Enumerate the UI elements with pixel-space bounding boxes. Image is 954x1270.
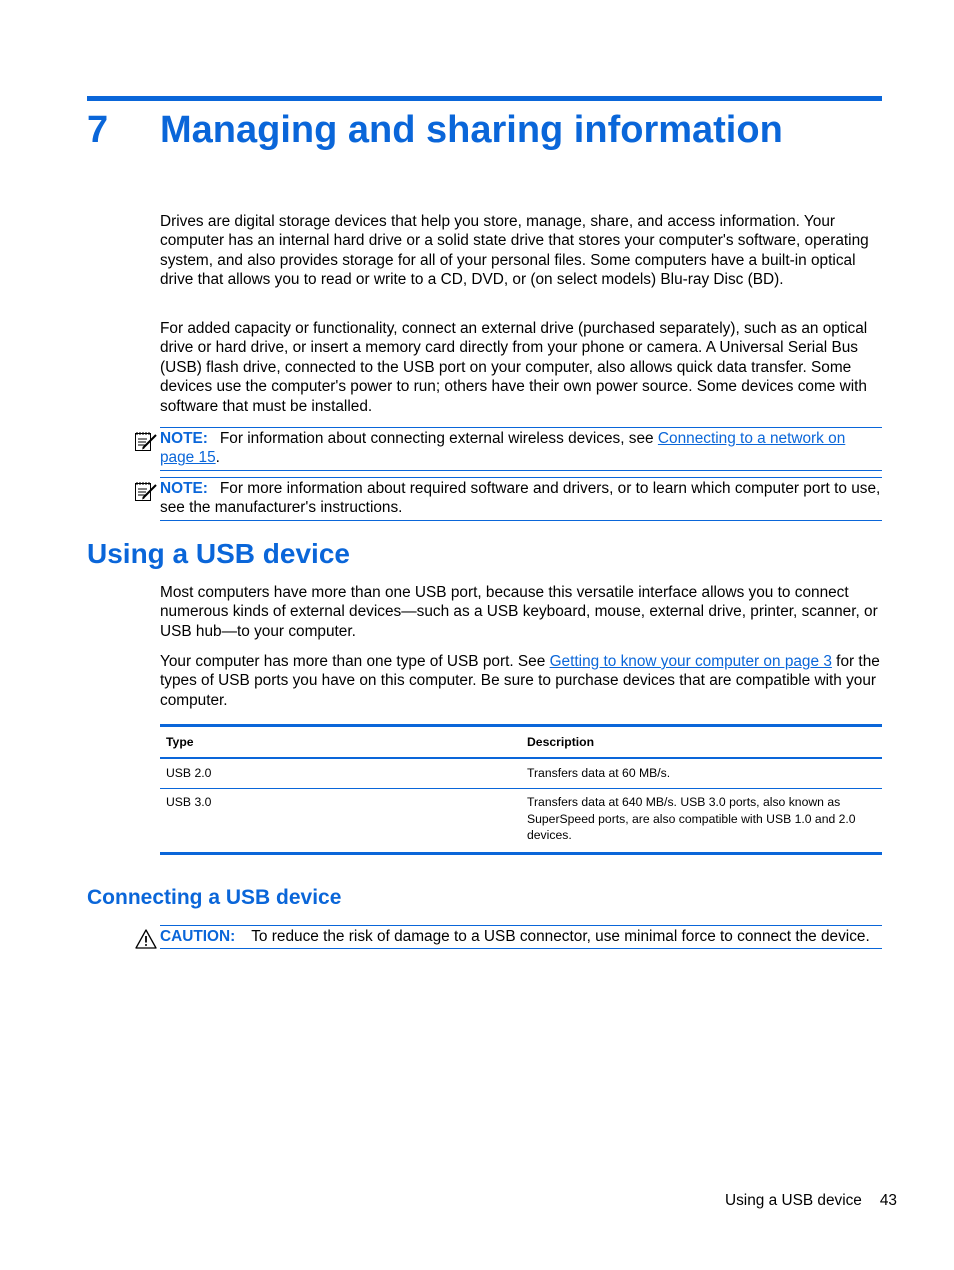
table-cell-type: USB 2.0 <box>160 758 521 789</box>
note-box-drivers <box>160 477 882 521</box>
intro-paragraph-2: For added capacity or functionality, connect an external drive (purchased separately), such as an optical drive or hard drive, or insert a memory card directly from your phone or camera. A Universal Serial Bus (USB) flash drive, connected to the USB port on your computer, also allows quick data transfer. Some devices use the computer's power to run; others have their own power source. Some devices come with software that must be installed. <box>160 320 868 415</box>
section-heading-using-usb: Using a USB device <box>87 538 350 569</box>
link-getting-to-know-your-computer[interactable]: Getting to know your computer on page 3 <box>549 653 832 670</box>
page-footer <box>725 1191 897 1210</box>
chapter-number: 7 <box>87 109 109 151</box>
table-cell-description: Transfers data at 640 MB/s. USB 3.0 ports, also known as SuperSpeed ports, are also compatible with USB 1.0 and 2.0 devices. <box>527 795 856 843</box>
caution-text: To reduce the risk of damage to a USB connector, use minimal force to connect the device. <box>251 928 870 945</box>
note-text: For information about connecting external wireless devices, see <box>219 430 658 447</box>
note-text: For more information about required software and drivers, or to learn which computer port to use, see the manufacturer's instructions. <box>160 480 881 517</box>
note-pad-icon <box>134 430 158 452</box>
note-text-end: . <box>215 449 220 467</box>
usb-paragraph-1: Most computers have more than one USB port, because this versatile interface allows you to connect numerous kinds of external devices—such as a USB keyboard, mouse, external drive, printer, scanner, or USB hub—to your computer. <box>160 584 878 640</box>
table-row <box>160 758 882 789</box>
table-header-type: Type <box>160 726 521 758</box>
intro-paragraph-1: Drives are digital storage devices that help you store, manage, share, and access information. Your computer has an internal hard drive or a solid state drive that stores your computer's software, operating system, and also provides storage for all of your personal files. Some computers have a built-in optical drive that allows you to read or write to a CD, DVD, or (on select models) Blu-ray Disc (BD). <box>160 213 869 289</box>
note-label: NOTE: <box>160 480 208 497</box>
note-pad-icon <box>134 480 158 502</box>
sub-heading-connecting-usb: Connecting a USB device <box>87 886 342 909</box>
table-row <box>160 789 882 854</box>
footer-page-number: 43 <box>879 1192 897 1209</box>
link-connecting-to-a-network[interactable]: Connecting to a network on page 15 <box>160 430 846 467</box>
note-box-wireless <box>160 427 882 471</box>
usb-paragraph-2-end: for the types of USB ports you have on this computer. Be sure to purchase devices that are compatible with your computer. <box>160 653 880 709</box>
table-cell-type: USB 3.0 <box>166 795 212 810</box>
chapter-heading <box>87 106 882 154</box>
caution-box <box>160 925 882 949</box>
footer-section-title: Using a USB device <box>725 1192 862 1209</box>
caution-label: CAUTION: <box>160 928 236 945</box>
table-header-row <box>160 726 882 758</box>
chapter-rule <box>87 96 882 101</box>
table-cell-description: Transfers data at 60 MB/s. <box>521 758 882 789</box>
usb-paragraph-2-start: Your computer has more than one type of USB port. See <box>160 653 550 670</box>
caution-triangle-icon <box>134 928 158 950</box>
chapter-title: Managing and sharing information <box>160 109 783 151</box>
usb-paragraph-2 <box>160 652 882 710</box>
usb-port-table <box>160 724 882 855</box>
table-header-description: Description <box>521 726 882 758</box>
note-label: NOTE: <box>160 430 208 447</box>
